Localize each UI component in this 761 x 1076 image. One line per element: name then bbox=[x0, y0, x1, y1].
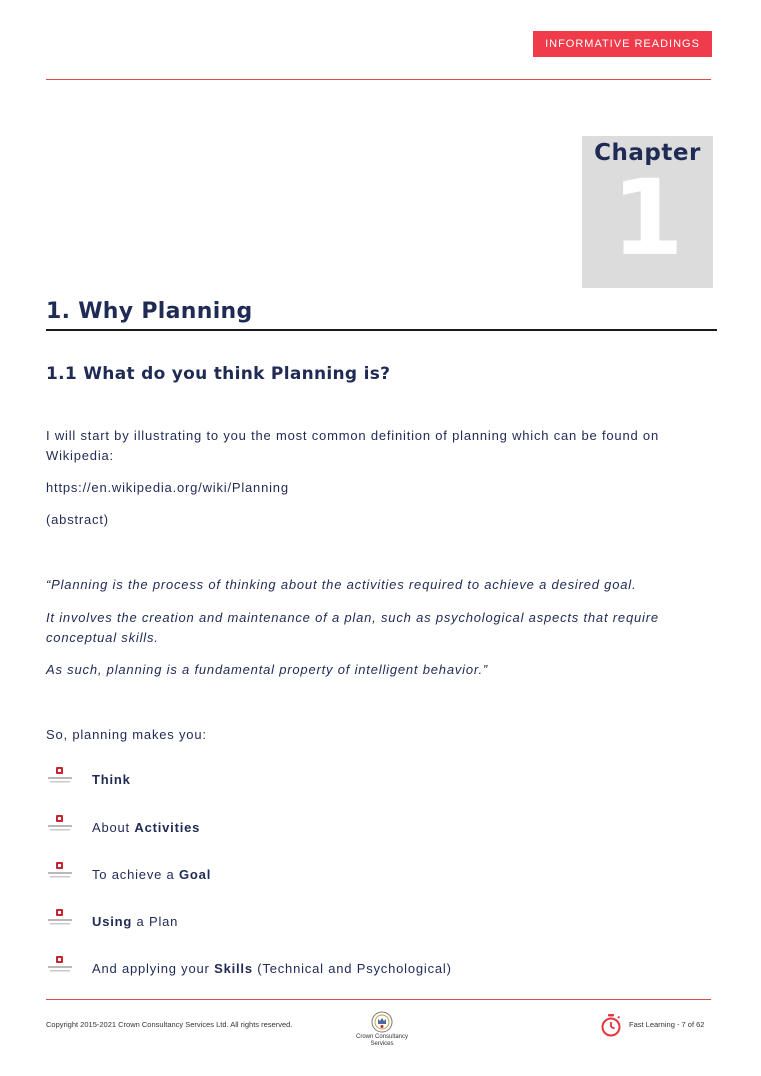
footer-logo bbox=[354, 1010, 410, 1052]
list-item-post: (Technical and Psychological) bbox=[252, 961, 452, 976]
quote-line-2: It involves the creation and maintenance of a plan, such as psychological aspects that require conceptual skills. bbox=[46, 610, 659, 645]
list-item bbox=[46, 908, 706, 932]
chapter-number: 1 bbox=[611, 157, 684, 279]
wikipedia-link[interactable]: https://en.wikipedia.org/wiki/Planning bbox=[46, 480, 289, 495]
header-badge: INFORMATIVE READINGS bbox=[533, 31, 712, 57]
footer-copyright: Copyright 2015-2021 Crown Consultancy Services Ltd. All rights reserved. bbox=[46, 1020, 293, 1029]
list-item bbox=[46, 766, 706, 790]
crown-logo-icon bbox=[46, 814, 74, 836]
crown-logo-icon bbox=[46, 861, 74, 883]
quote-line-1: “Planning is the process of thinking about the activities required to achieve a desired goal. bbox=[46, 577, 637, 592]
intro-paragraph: I will start by illustrating to you the most common definition of planning which can be found on Wikipedia: bbox=[46, 428, 659, 463]
section-divider bbox=[46, 329, 717, 331]
crown-logo-icon bbox=[46, 908, 74, 930]
list-item-bold: Think bbox=[92, 772, 131, 787]
footer-page-number: Fast Learning - 7 of 62 bbox=[629, 1020, 705, 1029]
footer-divider bbox=[46, 999, 711, 1000]
crown-logo-icon bbox=[46, 766, 74, 788]
list-item bbox=[46, 955, 706, 979]
list-item-pre: And applying your bbox=[92, 961, 215, 976]
crown-consultancy-logo-icon bbox=[354, 1010, 410, 1034]
list-item bbox=[46, 814, 706, 838]
stopwatch-icon bbox=[600, 1013, 622, 1037]
list-item-pre: About bbox=[92, 820, 135, 835]
footer-logo-text: Crown Consultancy Services bbox=[355, 1034, 409, 1047]
section-title: 1. Why Planning bbox=[46, 299, 253, 324]
header-divider bbox=[46, 79, 711, 80]
list-item-bold: Goal bbox=[179, 867, 212, 882]
list-item-pre: To achieve a bbox=[92, 867, 180, 882]
crown-logo-icon bbox=[46, 955, 74, 977]
list-lead: So, planning makes you: bbox=[46, 727, 207, 742]
list-item-post: a Plan bbox=[132, 914, 179, 929]
list-item bbox=[46, 861, 706, 885]
list-item-bold: Skills bbox=[214, 961, 253, 976]
quote-line-3: As such, planning is a fundamental property of intelligent behavior.” bbox=[46, 662, 489, 677]
list-item-bold: Activities bbox=[134, 820, 201, 835]
abstract-note: (abstract) bbox=[46, 512, 109, 527]
list-item-bold: Using bbox=[92, 914, 133, 929]
chapter-box bbox=[582, 136, 713, 288]
subsection-title: 1.1 What do you think Planning is? bbox=[46, 364, 391, 384]
chapter-word: Chapter bbox=[594, 140, 701, 166]
